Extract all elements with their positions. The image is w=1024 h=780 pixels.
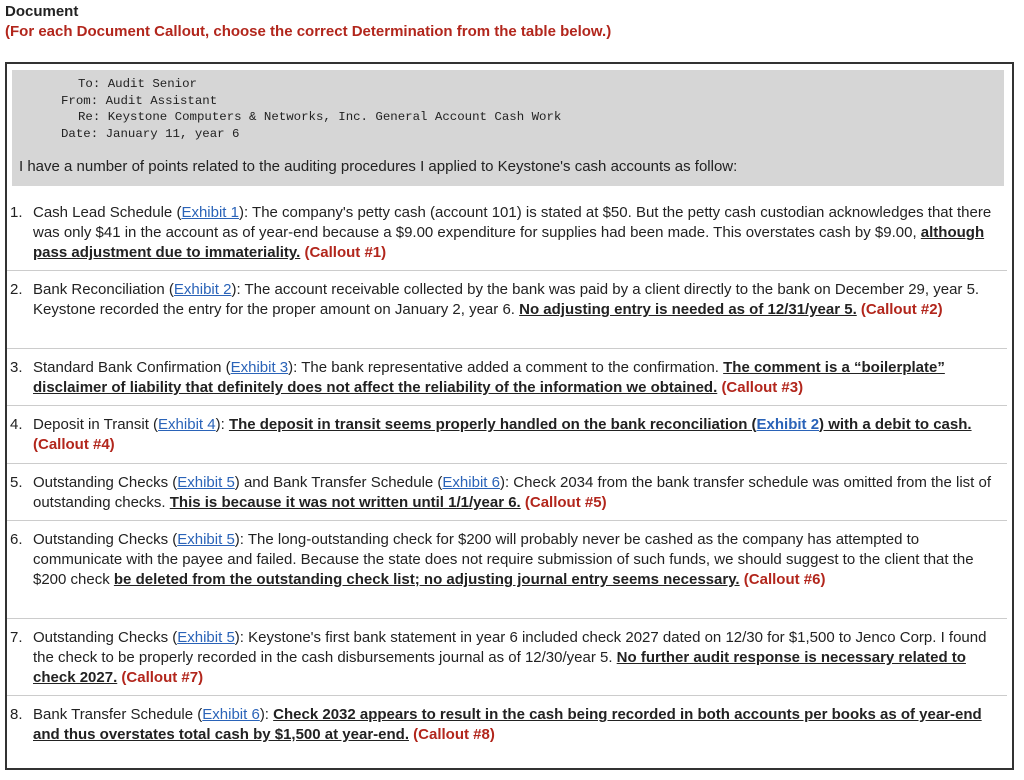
memo-intro: I have a number of points related to the auditing procedures I applied to Keystone's cash accounts as follow: [19,158,738,175]
list-item: 8. Bank Transfer Schedule (Exhibit 6): Check 2032 appears to result in the cash being recorded in both accounts per books as of year-end and thus overstates total cash by $1,500 at year-end. (Callout #8) [10,706,982,743]
callout-label: (Callout #4) [33,436,115,453]
divider [7,463,1007,464]
exhibit-link[interactable]: Exhibit 3 [230,359,289,376]
list-item: 3. Standard Bank Confirmation (Exhibit 3): The bank representative added a comment to the confirmation. The comment is a “boilerplate” disclaimer of liability that definitely does not affect the reliability of the information we obtained. (Callout #3) [10,359,945,396]
item-number: 8. [10,706,23,723]
underlined-statement: This is because it was not written until 1/1/year 6. [169,494,521,511]
divider [7,270,1007,271]
underlined-statement: The comment is a “boilerplate” disclaimer of liability that definitely does not affect the reliability of the information we obtained. [33,359,945,396]
callout-label: (Callout #1) [304,244,387,261]
exhibit-link[interactable]: Exhibit 6 [442,474,500,491]
item-number: 3. [10,359,23,376]
exhibit-link[interactable]: Exhibit 5 [177,474,235,491]
divider [7,520,1007,521]
memo-date: Date: January 11, year 6 [61,127,240,141]
exhibit-link[interactable]: Exhibit 5 [177,629,235,646]
instruction-text: (For each Document Callout, choose the correct Determination from the table below.) [5,23,612,40]
callout-label: (Callout #8) [413,726,495,743]
underlined-statement: No further audit response is necessary related to check 2027. [33,649,966,686]
item-number: 7. [10,629,23,646]
exhibit-link[interactable]: Exhibit 6 [202,706,260,723]
item-number: 4. [10,416,23,433]
callout-label: (Callout #2) [860,301,943,318]
underlined-statement: The deposit in transit seems properly handled on the bank reconciliation ( [228,416,757,433]
list-item: 6. Outstanding Checks (Exhibit 5): The long-outstanding check for $200 will probably never be cashed as the company has attempted to communicate with the payee and failed. Because the state does not require submission of such funds, we should suggest to the client that the $200 check be deleted from the outstanding check list; no adjusting journal entry seems necessary. (Callout #6) [10,531,974,588]
memo-header [12,70,1004,186]
list-item: 5. Outstanding Checks (Exhibit 5) and Bank Transfer Schedule (Exhibit 6): Check 2034 from the bank transfer schedule was omitted from the list of outstanding checks. This is because it was not written until 1/1/year 6. (Callout #5) [10,474,992,511]
memo-to: To: Audit Senior [78,77,197,91]
item-number: 1. [10,204,23,221]
callout-label: (Callout #5) [524,494,607,511]
item-number: 6. [10,531,23,548]
callout-label: (Callout #6) [743,571,826,588]
exhibit-link[interactable]: Exhibit 1 [181,204,239,221]
divider [7,405,1007,406]
list-item: 4. Deposit in Transit (Exhibit 4): The deposit in transit seems properly handled on the bank reconciliation (Exhibit 2) with a debit to cash. (Callout #4) [10,416,972,453]
exhibit-link[interactable]: Exhibit 2 [756,416,820,433]
memo-re: Re: Keystone Computers & Networks, Inc. General Account Cash Work [78,110,562,124]
divider [7,695,1007,696]
underlined-statement: Check 2032 appears to result in the cash being recorded in both accounts per books as of year-end and thus overstates total cash by $1,500 at year-end. [33,706,982,743]
divider [7,348,1007,349]
underlined-statement: be deleted from the outstanding check list; no adjusting journal entry seems necessary. [113,571,740,588]
underlined-statement: although pass adjustment due to immateriality. [33,224,985,261]
list-item: 2. Bank Reconciliation (Exhibit 2): The account receivable collected by the bank was paid by a client directly to the bank on December 29, year 5. Keystone recorded the entry for the proper amount on January 2, year 6. No adjusting entry is needed as of 12/31/year 5. (Callout #2) [10,281,980,318]
document-title: Document [5,3,79,20]
underlined-statement: ) with a debit to cash. [819,416,972,433]
divider [7,618,1007,619]
exhibit-link[interactable]: Exhibit 5 [177,531,235,548]
item-number: 2. [10,281,23,298]
callout-label: (Callout #7) [121,669,204,686]
exhibit-link[interactable]: Exhibit 4 [158,416,216,433]
list-item: 1. Cash Lead Schedule (Exhibit 1): The company's petty cash (account 101) is stated at $50. But the petty cash custodian acknowledges that there was only $41 in the account as of year-end because a $9.00 expenditure for supplies had been made. This overstates cash by $9.00, although pass adjustment due to immateriality. (Callout #1) [10,204,992,261]
memo-from: From: Audit Assistant [61,94,218,108]
item-number: 5. [10,474,23,491]
callout-label: (Callout #3) [721,379,804,396]
underlined-statement: No adjusting entry is needed as of 12/31/year 5. [519,301,857,318]
exhibit-link[interactable]: Exhibit 2 [173,281,232,298]
list-item: 7. Outstanding Checks (Exhibit 5): Keystone's first bank statement in year 6 included check 2027 dated on 12/30 for $1,500 to Jenco Corp. I found the check to be properly recorded in the cash disbursements journal as of 12/30/year 5. No further audit response is necessary related to check 2027. (Callout #7) [10,629,987,686]
